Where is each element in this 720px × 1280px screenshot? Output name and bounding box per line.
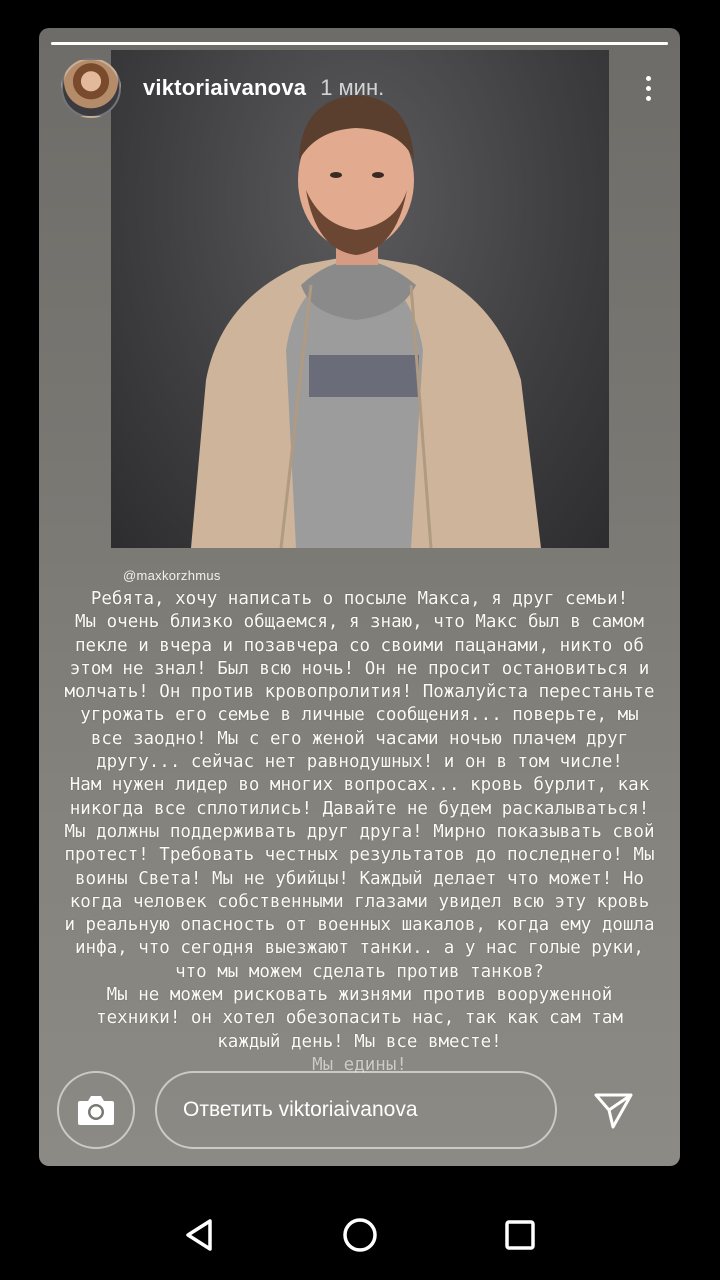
story-progress-bar xyxy=(51,42,668,45)
home-circle-icon xyxy=(340,1215,380,1255)
nav-back-button[interactable] xyxy=(180,1215,220,1255)
story-text xyxy=(63,588,656,1077)
photo-handle: @maxkorzhmus xyxy=(123,568,221,583)
story-text-body: Ребята, хочу написать о посыле Макса, я друг семьи! Мы очень близко общаемся, я знаю, что Макс был в самом пекле и вчера и позавчера со своими пацанами, никто об этом не знал! Был всю ночь! Он не просит остановиться и молчать! Он против кровопролития! Пожалуйста перестаньте угрожать его семье в личные сообщения... поверьте, мы все заодно! Мы с его женой часами ночью плачем друг другу... сейчас нет равнодушных! и он в том числе! Нам нужен лидер во многих вопросах... кровь бурлит, как никогда все сплотились! Давайте не будем раскалываться! Мы должны поддерживать друг друга! Мирно показывать свой протест! Требовать честных результатов до последнего! Мы воины Света! Мы не убийцы! Каждый делает что может! Но когда человек собственными глазами увидел всю эту кровь и реальную опасность от военных шакалов, когда ему дошла инфа, что сегодня выезжают танки.. а у нас голые руки, что мы можем сделать против танков? Мы не можем рисковать жизнями против вооруженной техники! он хотел обезопасить нас, так как сам там каждый день! Мы все вместе! xyxy=(64,589,655,1052)
camera-icon xyxy=(76,1093,116,1127)
story-header xyxy=(61,58,660,118)
story-username[interactable]: viktoriaivanova xyxy=(143,75,307,100)
person-photo-illustration xyxy=(111,50,609,548)
camera-button[interactable] xyxy=(57,1071,135,1149)
send-icon xyxy=(591,1088,635,1132)
android-navigation-bar xyxy=(0,1190,720,1280)
story-container[interactable] xyxy=(39,28,680,1166)
nav-home-button[interactable] xyxy=(340,1215,380,1255)
user-avatar[interactable] xyxy=(61,58,121,118)
story-time: 1 мин. xyxy=(320,75,385,100)
nav-recents-button[interactable] xyxy=(500,1215,540,1255)
more-vertical-icon[interactable] xyxy=(636,68,660,108)
send-button[interactable] xyxy=(591,1088,635,1132)
story-progress-fill xyxy=(51,42,668,45)
reply-input[interactable] xyxy=(155,1071,557,1149)
back-triangle-icon xyxy=(182,1217,218,1253)
story-photo xyxy=(111,50,609,548)
story-text-tail: Мы едины! xyxy=(312,1054,407,1075)
reply-placeholder: Ответить viktoriaivanova xyxy=(183,1098,418,1121)
recents-square-icon xyxy=(502,1217,538,1253)
